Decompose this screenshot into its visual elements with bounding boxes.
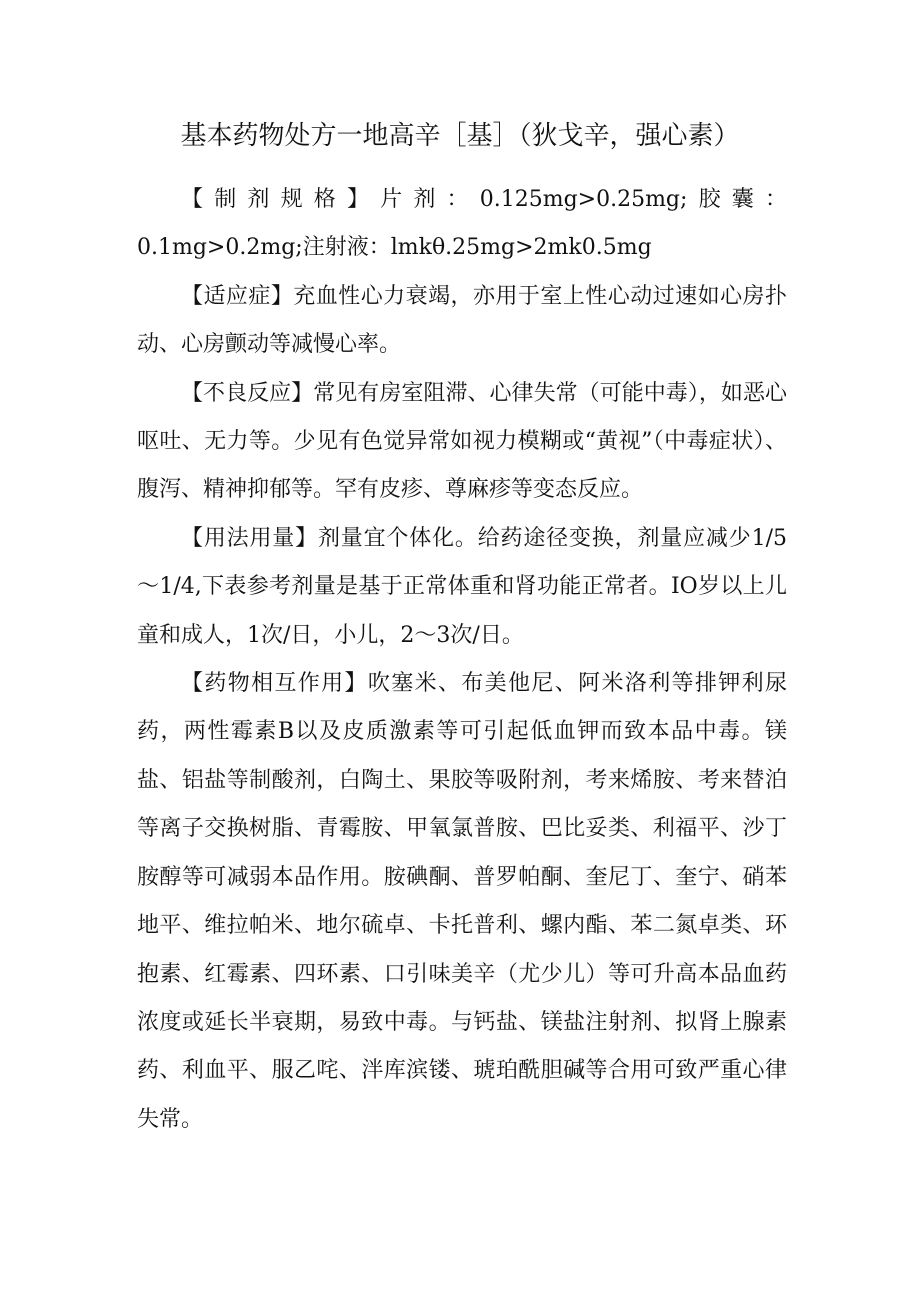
paragraph-drug-interactions: 【药物相互作用】吹塞米、布美他尼、阿米洛利等排钾利尿药，两性霉素B以及皮质激素等可引起低血钾而致本品中毒。镁盐、铝盐等制酸剂，白陶土、果胶等吸附剂，考来烯胺、考来替泊等离子交换树脂、青霉胺、甲氧氯普胺、巴比妥类、利福平、沙丁胺醇等可减弱本品作用。胺碘酮、普罗帕酮、奎尼丁、奎宁、硝苯地平、维拉帕米、地尔硫卓、卡托普利、螺内酯、苯二氮卓类、环抱素、红霉素、四环素、口引味美辛（尤少儿）等可升高本品血药浓度或延长半衰期，易致中毒。与钙盐、镁盐注射剂、拟肾上腺素药、利血平、服乙咤、泮库滨镂、琥珀酰胆碱等合用可致严重心律失常。 — [137, 671, 787, 1132]
paragraph-adverse-reactions: 【不良反应】常见有房室阻滞、心律失常（可能中毒），如恶心呕吐、无力等。少见有色觉异常如视力模糊或“黄视”（中毒症状）、腹泻、精神抑郁等。罕有皮疹、尊麻疹等变态反应。 — [137, 380, 787, 503]
paragraph-indications: 【适应症】充血性心力衰竭，亦用于室上性心动过速如心房扑动、心房颤动等减慢心率。 — [137, 283, 787, 358]
paragraph-dosage: 【用法用量】剂量宜个体化。给药途径变换，剂量应减少1/5～1/4,下表参考剂量是基于正常体重和肾功能正常者。IO岁以上儿童和成人，1次/日，小儿，2～3次/日。 — [137, 525, 787, 648]
document-body — [137, 176, 787, 1144]
paragraph-specification: 【制剂规格】片剂：0.125mg>0.25mg;胶囊：0.1mg>0.2mg;注射液：lmkθ.25mg>2mk0.5mg — [137, 187, 787, 261]
document-title: 基本药物处方一地高辛［基］（狄戈辛，强心素） — [180, 121, 740, 151]
